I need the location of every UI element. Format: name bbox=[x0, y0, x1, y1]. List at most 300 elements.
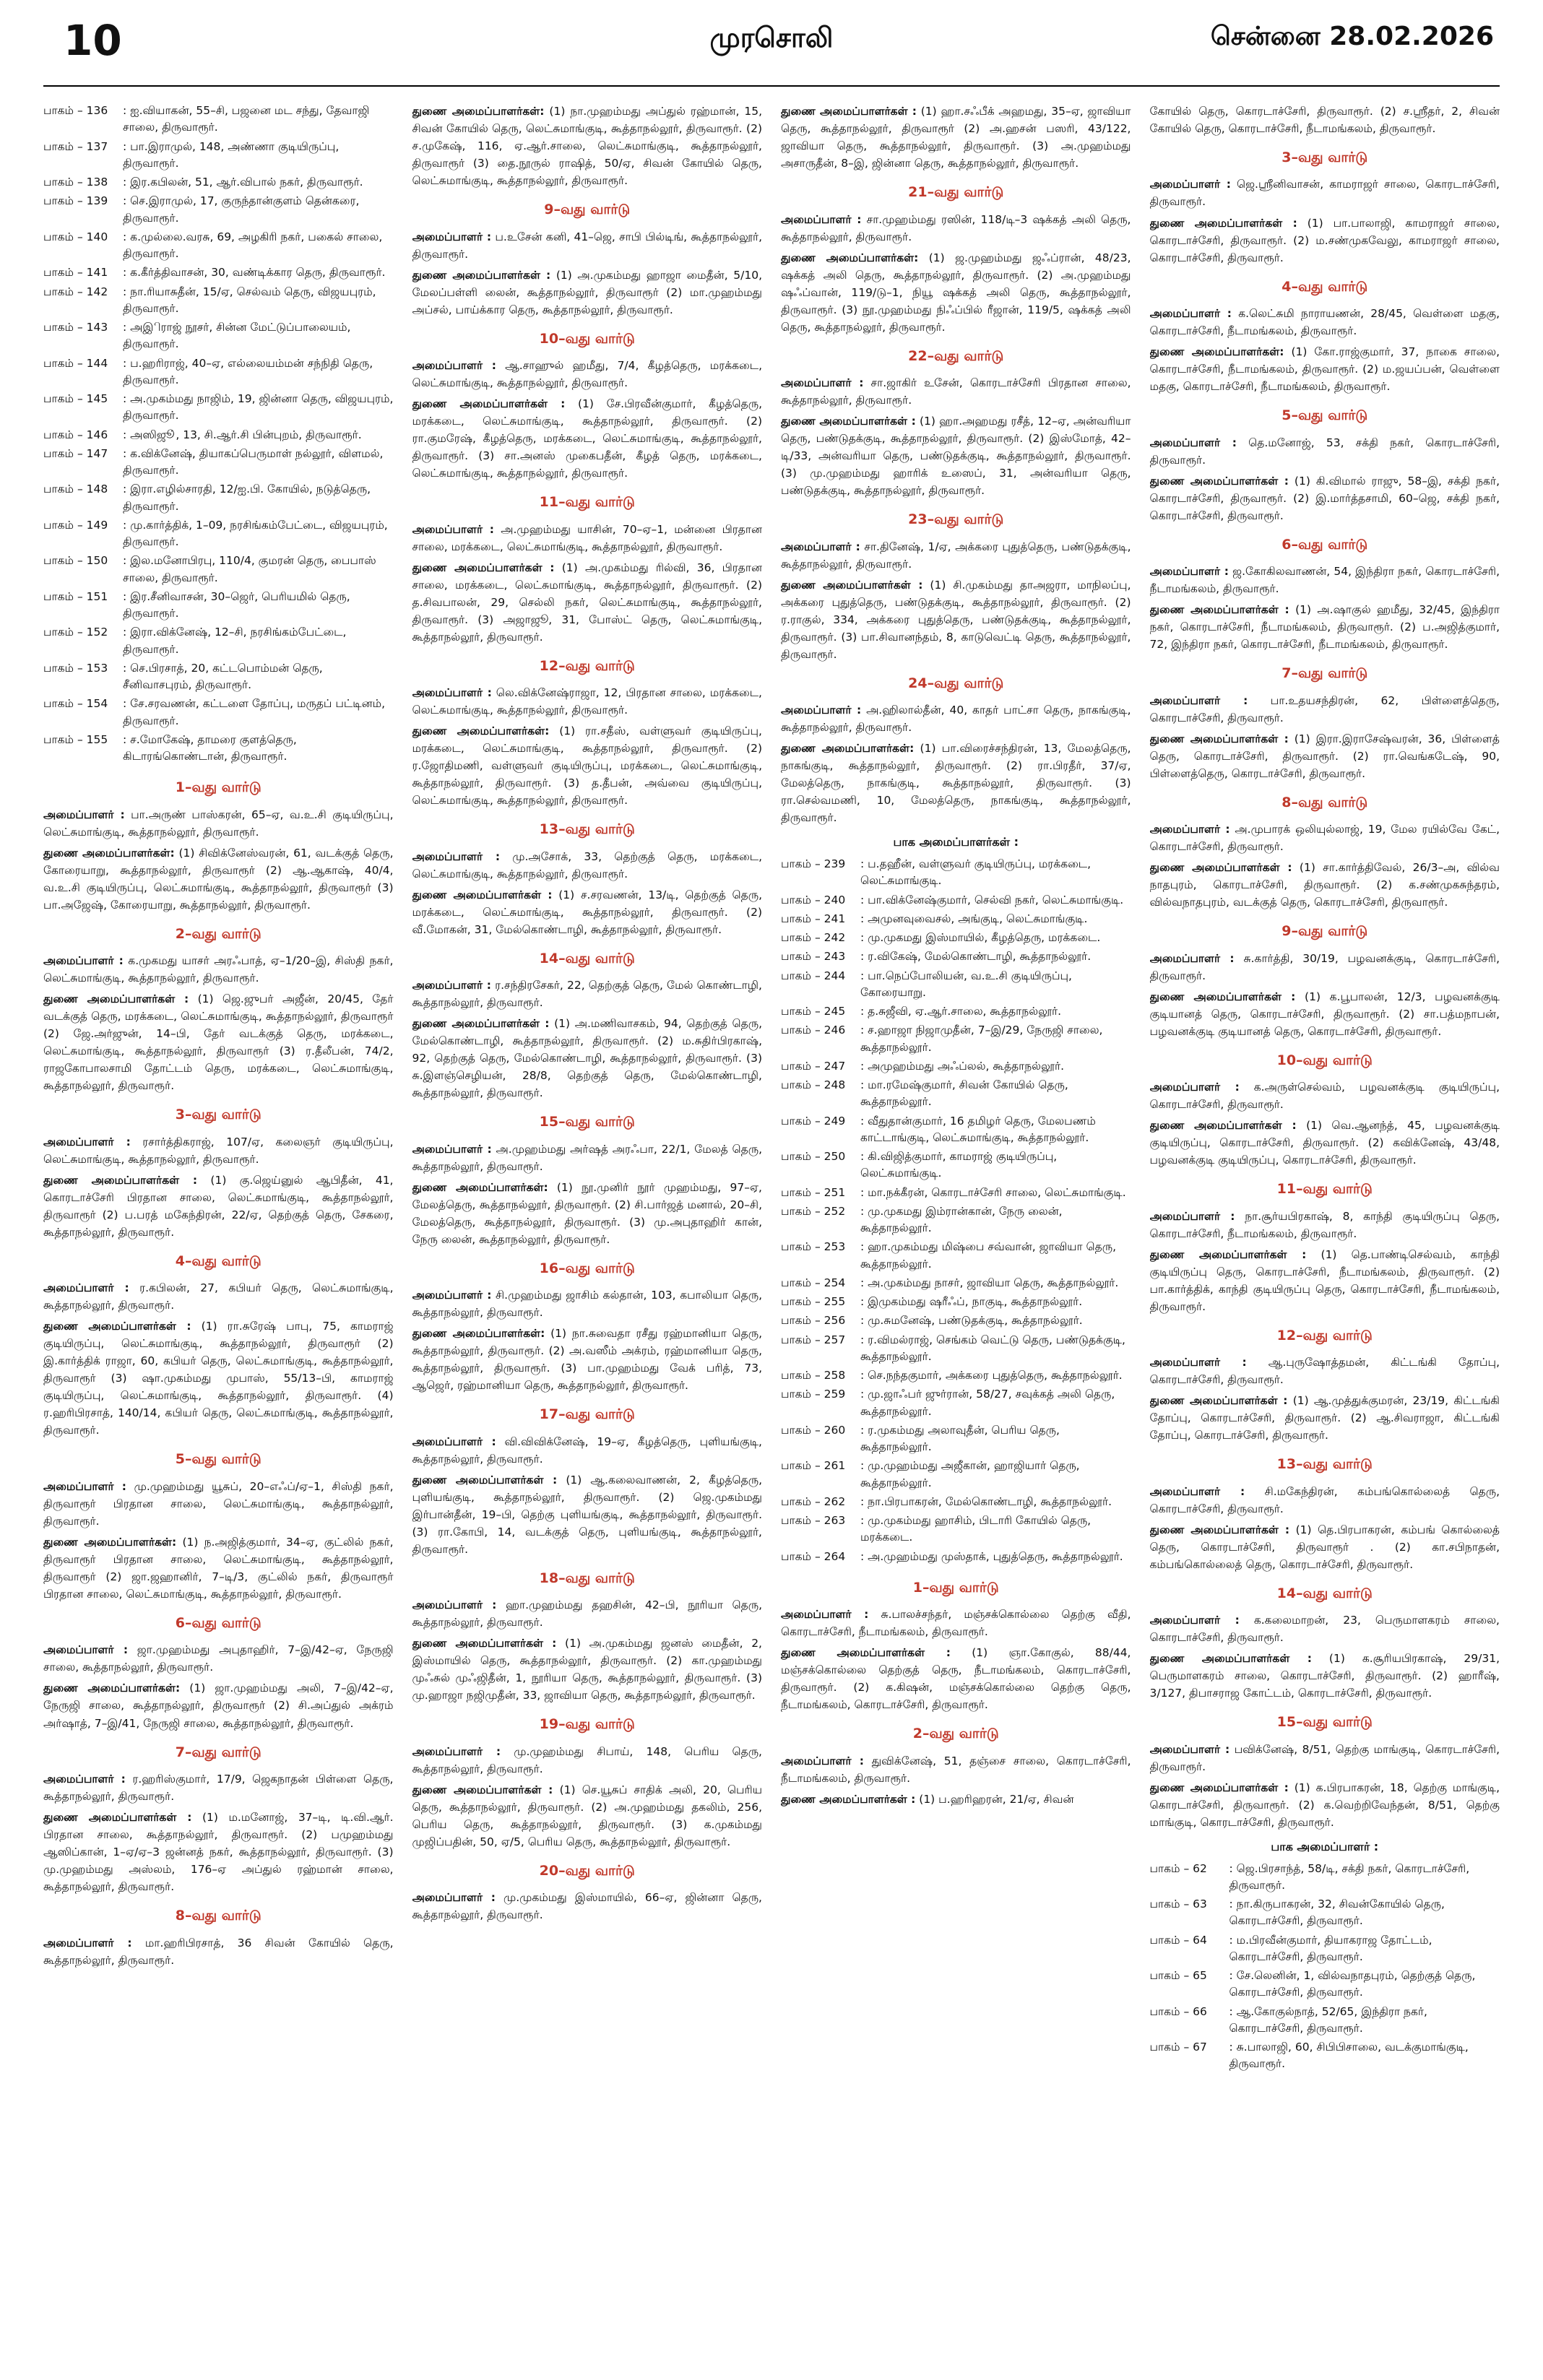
coordinator-entry bbox=[781, 701, 1131, 736]
booth-coordinator: : பா.நெப்போலியன், வ.உ.சி குடியிருப்பு, கோரையாறு. bbox=[860, 969, 1072, 999]
role-label: துணை அமைப்பாளர்கள்: bbox=[43, 846, 175, 860]
booth-row bbox=[781, 1203, 1131, 1239]
coordinator-entry bbox=[781, 211, 1131, 246]
booth-row bbox=[1150, 1861, 1500, 1897]
role-label: அமைப்பாளர் : bbox=[412, 359, 496, 373]
deputy-coordinators-entry bbox=[781, 576, 1131, 663]
role-label: அமைப்பாளர் : bbox=[1149, 1742, 1230, 1756]
booth-coordinator: : செ.பிரசாத், 20, கட்டபொம்மன் தெரு, சீனிவாசபுரம், திருவாரூர். bbox=[123, 661, 323, 691]
role-label: துணை அமைப்பாளர்கள் : bbox=[1149, 732, 1289, 745]
person-details: க.அருள்செல்வம், பழவனக்குடி குடியிருப்பு, கொரடாச்சேரி, திருவாரூர். bbox=[1149, 1081, 1500, 1112]
booth-number: பாகம் – 249 bbox=[781, 1114, 846, 1128]
booth-row bbox=[43, 355, 394, 391]
ward-heading: 12–வது வார்டு bbox=[539, 657, 635, 674]
booth-row bbox=[43, 481, 394, 517]
booth-number: பாகம் – 254 bbox=[781, 1276, 846, 1289]
booth-row bbox=[781, 1275, 1131, 1294]
booth-coordinator: : இர.சீனிவாசன், 30–ஜெர், பெரியமில் தெரு, திருவாரூர். bbox=[123, 589, 350, 620]
person-details: (1) ரா.சுரேஷ் பாபு, 75, காமராஜ் குடியிருப்பு, லெட்சுமாங்குடி, கூத்தாநல்லூர், திருவாரூர் (2) இ.கார்த்திக் ராஜா, 60, கபியர் தெரு, லெட்சுமாங்குடி, கூத்தாநல்லூர், திருவாரூர் (3) ஷா.முகம்மது முபாஸ், 55/13–பி, காமராஜ் குடியிருப்பு, லெட்சுமாங்குடி, கூத்தாநல்லூர், திருவாரூர். (4) ர.ஹரிபிரசாத், 140/14, கபியர் தெரு, லெட்சுமாங்குடி, கூத்தாநல்லூர், திருவாரூர். bbox=[43, 1320, 394, 1437]
person-details: பவிக்னேஷ், 8/51, தெற்கு மாங்குடி, கொரடாச்சேரி, திருவாரூர். bbox=[1149, 1742, 1500, 1773]
role-label: அமைப்பாளர் : bbox=[1149, 951, 1235, 965]
person-details: (1) கு.ஜெய்னுல் ஆபிதீன், 41, கொரடாச்சேரி பிரதான சாலை, லெட்சுமாங்குடி, கூத்தாநல்லூர், திருவாரூர் (2) ப.பரத் மகேந்திரன், 22/ஏ, தெற்குத் தெரு, சேகரை, கூத்தாநல்லூர், திருவாரூர். bbox=[43, 1173, 394, 1239]
booth-number: பாகம் – 250 bbox=[781, 1150, 846, 1164]
coordinator-entry bbox=[412, 977, 763, 1011]
role-label: துணை அமைப்பாளர்கள் : bbox=[412, 1017, 550, 1031]
booth-coordinator: : பா.விக்னேஷ்குமார், செல்வி நகர், லெட்சுமாங்குடி. bbox=[860, 893, 1124, 906]
person-details: மு.அசோக், 33, தெற்குத் தெரு, மரக்கடை, லெட்சுமாங்குடி, கூத்தாநல்லூர், திருவாரூர். bbox=[412, 849, 762, 880]
role-label: துணை அமைப்பாளர்கள் : bbox=[781, 105, 917, 118]
booth-number: பாகம் – 261 bbox=[781, 1459, 846, 1473]
coordinator-entry bbox=[1150, 1208, 1500, 1242]
deputy-coordinators-entry bbox=[1150, 1246, 1500, 1315]
coordinator-entry bbox=[412, 1433, 763, 1468]
booth-number: பாகம் – 241 bbox=[781, 912, 846, 925]
booth-table bbox=[781, 856, 1131, 1567]
coordinator-entry bbox=[1150, 821, 1500, 855]
role-label: அமைப்பாளர் : bbox=[412, 1598, 497, 1612]
person-details: (1) சி.முகம்மது தாஅஜரா, மாநிலப்பு, அக்கரை புதுத்தெரு, பண்டுதக்குடி, கூத்தாநல்லூர், திருவாரூர். (2) ர.ராகுல், 334, அக்கரை புதுத்தெரு, பண்டுதக்குடி, கூத்தாநல்லூர், திருவாரூர். (3) பா.சிவானந்தம், 8, காடுவெட்டி தெரு, கூத்தாநல்லூர், திருவாரூர். bbox=[781, 578, 1131, 661]
role-label: அமைப்பாளர் : bbox=[781, 376, 864, 390]
booth-coordinator: : க.கீர்த்திவாசன், 30, வண்டிக்கார தெரு, திருவாரூர். bbox=[123, 266, 386, 280]
deputy-coordinators-entry bbox=[43, 844, 394, 914]
person-details: (1) இரா.இராசேஷ்வரன், 36, பிள்ளைத் தெரு, கொரடாச்சேரி, திருவாரூர். (2) ரா.வெங்கடேஷ், 90, பிள்ளைத்தெரு, கொரடாச்சேரி, திருவாரூர். bbox=[1149, 732, 1500, 780]
role-label: துணை அமைப்பாளர்கள் : bbox=[1149, 1523, 1290, 1536]
person-details: (1) ம.மனோஜ், 37–டி, டி.வி.ஆர். பிரதான சாலை, கூத்தாநல்லூர், திருவாரூர். (2) பமுஹம்மது ஆஸிப்கான், 1–ஏ/ஏ–3 ஜன்னத் நகர், கூத்தாநல்லூர், திருவாரூர். (3) மு.முஹம்மது அஸ்லம், 176–ஏ அப்துல் ரஹ்மான் சாலை, கூத்தாநல்லூர், திருவாரூர். bbox=[43, 1810, 394, 1894]
person-details: மு.முஹம்மது சிபாய், 148, பெரிய தெரு, கூத்தாநல்லூர், திருவாரூர். bbox=[412, 1744, 762, 1775]
deputy-coordinators-entry bbox=[412, 267, 763, 319]
booth-row bbox=[43, 732, 394, 768]
ward-heading: 11–வது வார்டு bbox=[1276, 1181, 1373, 1198]
person-details: (1) ந.அஜித்குமார், 34–ஏ, குட்லில் நகர், திருவாரூர் பிரதான சாலை, லெட்சுமாங்குடி, கூத்தாநல்லூர், திருவாரூர் (2) ஜா.ஜஹானிர், 7–டி/3, குட்லில் நகர், திருவாரூர் பிரதான சாலை, லெட்சுமாங்குடி, கூத்தாநல்லூர், திருவாரூர். bbox=[43, 1535, 394, 1601]
person-details: க.முகமது யாசர் அரஃபாத், ஏ–1/20–இ, சிஸ்தி நகர், லெட்சுமாங்குடி, கூத்தாநல்லூர், திருவாரூர். bbox=[43, 954, 394, 985]
person-details: ஜ.கோகிலவாணன், 54, இந்திரா நகர், கொரடாச்சேரி, நீடாமங்கலம், திருவாரூர். bbox=[1149, 565, 1500, 596]
booth-row bbox=[43, 193, 394, 229]
booth-row bbox=[1150, 1896, 1500, 1932]
deputy-coordinators-entry bbox=[1150, 1117, 1500, 1169]
coordinator-entry bbox=[1150, 950, 1500, 985]
ward-heading: 15–வது வார்டு bbox=[1276, 1714, 1373, 1731]
booth-row bbox=[781, 1513, 1131, 1549]
role-label: அமைப்பாளர் : bbox=[781, 1754, 865, 1767]
person-details: (1) நா.சுவைதா ரசீது ரஹ்மானியா தெரு, கூத்தாநல்லூர், திருவாரூர். (2) அ.வஸீம் அக்ரம், ரஹ்மானியா தெரு, கூத்தாநல்லூர், திருவாரூர். (3) பா.முஹம்மது வேக் பரித், 73, ஆஜெர், ரஹ்மானியா தெரு, கூத்தாநல்லூர், திருவாரூர். bbox=[412, 1327, 762, 1393]
deputy-coordinators-entry bbox=[1150, 215, 1500, 267]
booth-row bbox=[43, 229, 394, 265]
ward-heading: 13–வது வார்டு bbox=[539, 821, 635, 838]
booth-coordinator: : சே.லெனின், 1, வில்வநாதபுரம், தெற்குத் தெரு, கொரடாச்சேரி, திருவாரூர். bbox=[1229, 1969, 1476, 1999]
deputy-coordinators-entry bbox=[412, 1781, 763, 1851]
booth-number: பாகம் – 64 bbox=[1149, 1933, 1207, 1947]
role-label: துணை அமைப்பாளர்கள் : bbox=[43, 1320, 191, 1333]
ward-heading: 1–வது வார்டு bbox=[912, 1579, 999, 1596]
booth-row bbox=[781, 1003, 1131, 1022]
role-label: அமைப்பாளர் : bbox=[1149, 178, 1231, 191]
person-details: (1) ச.சரவணன், 13/டி, தெற்குத் தெரு, மரக்கடை, லெட்சுமாங்குடி, கூத்தாநல்லூர், திருவாரூர். (2) வீ.மோகன், 31, மேல்கொண்டாழி, கூத்தாநல்லூர், திருவாரூர். bbox=[412, 888, 762, 936]
booth-number: பாகம் – 62 bbox=[1149, 1861, 1207, 1875]
ward-heading: 7–வது வார்டு bbox=[1281, 665, 1368, 682]
booth-number: பாகம் – 251 bbox=[781, 1185, 846, 1199]
ward-heading: 13–வது வார்டு bbox=[1276, 1456, 1373, 1473]
booth-number: பாகம் – 253 bbox=[781, 1240, 846, 1254]
booth-number: பாகம் – 258 bbox=[781, 1369, 846, 1382]
deputy-coordinators-entry bbox=[1150, 343, 1500, 395]
ward-heading: 17–வது வார்டு bbox=[539, 1406, 635, 1423]
booth-number: பாகம் – 243 bbox=[781, 950, 846, 964]
role-label: அமைப்பாளர் : bbox=[412, 1142, 492, 1156]
article-columns bbox=[43, 87, 1500, 2371]
coordinator-entry bbox=[43, 1934, 394, 1969]
booth-number: பாகம் – 144 bbox=[43, 356, 108, 370]
role-label: துணை அமைப்பாளர்கள்: bbox=[412, 1180, 548, 1194]
person-details: அ.ஹிலால்தீன், 40, காதர் பாட்சா தெரு, நாகங்குடி, கூத்தாநல்லூர், திருவாரூர். bbox=[781, 704, 1131, 735]
role-label: துணை அமைப்பாளர்கள் : bbox=[1149, 1652, 1312, 1666]
booth-number: பாகம் – 259 bbox=[781, 1388, 846, 1401]
coordinator-entry bbox=[1150, 1078, 1500, 1113]
booth-row bbox=[1150, 2004, 1500, 2040]
coordinator-entry bbox=[43, 1279, 394, 1314]
role-label: துணை அமைப்பாளர்கள் : bbox=[1149, 1780, 1289, 1794]
person-details: (1) ஹா.அஹமது ரசீத், 12–ஏ, அன்வரியா தெரு, பண்டுதக்குடி, கூத்தாநல்லூர், திருவாரூர். (2) இஸ்மோத், 42–டி/33, அன்வரியா தெரு, பண்டுதக்குடி, கூத்தாநல்லூர், திருவாரூர். (3) மு.முஹம்மது ஹாரிக் உஸைப், 31, அன்வரியா தெரு, பண்டுதக்குடி, கூத்தாநல்லூர், திருவாரூர். bbox=[781, 415, 1131, 498]
coordinator-entry bbox=[412, 848, 763, 883]
role-label: துணை அமைப்பாளர்கள்: bbox=[781, 742, 915, 756]
deputy-coordinators-entry bbox=[412, 103, 763, 189]
booth-number: பாகம் – 155 bbox=[43, 732, 108, 746]
person-details: (1) ப.ஹரிஹரன், 21/ஏ, சிவன் bbox=[915, 1792, 1074, 1806]
person-details: (1) க.பிரபாகரன், 18, தெற்கு மாங்குடி, கொரடாச்சேரி, திருவாரூர். (2) க.வெற்றிவேந்தன், 8/51, தெற்கு மாங்குடி, கொரடாச்சேரி, திருவாரூர். bbox=[1149, 1780, 1500, 1829]
role-label: துணை அமைப்பாளர்கள் : bbox=[1149, 1119, 1297, 1133]
role-label: அமைப்பாளர் : bbox=[43, 1936, 132, 1950]
ward-heading: 5–வது வார்டு bbox=[175, 1451, 262, 1468]
ward-heading: 6–வது வார்டு bbox=[175, 1615, 262, 1631]
deputy-coordinators-entry bbox=[781, 1644, 1131, 1713]
booth-number: பாகம் – 240 bbox=[781, 893, 846, 906]
role-label: அமைப்பாளர் : bbox=[781, 1608, 869, 1622]
person-details: ர.சந்திரசேகர், 22, தெற்குத் தெரு, மேல் கொண்டாழி, கூத்தாநல்லூர், திருவாரூர். bbox=[412, 979, 762, 1010]
booth-row bbox=[781, 892, 1131, 911]
booth-row bbox=[781, 1058, 1131, 1077]
booth-row bbox=[781, 1422, 1131, 1458]
booth-coordinator: : ஆ.கோகுல்நாத், 52/65, இந்திரா நகர், கொரடாச்சேரி, திருவாரூர். bbox=[1229, 2004, 1427, 2035]
person-details: ஜெ.ஸ்ரீனிவாசன், காமராஜர் சாலை, கொரடாச்சேரி, திருவாரூர். bbox=[1149, 178, 1500, 209]
ward-heading: 6–வது வார்டு bbox=[1281, 536, 1368, 553]
ward-heading: 3–வது வார்டு bbox=[1281, 150, 1368, 166]
booth-coordinator: : கி.விஜித்குமார், காமராஜ் குடியிருப்பு, லெட்சுமாங்குடி. bbox=[860, 1150, 1058, 1180]
role-label: துணை அமைப்பாளர்கள் : bbox=[412, 397, 566, 411]
role-label: துணை அமைப்பாளர்கள் : bbox=[412, 1637, 557, 1650]
ward-heading: 1–வது வார்டு bbox=[175, 779, 262, 796]
role-label: அமைப்பாளர் : bbox=[412, 686, 492, 700]
booth-coordinator: : மா.ரமேஷ்குமார், சிவன் கோயில் தெரு, கூத்தாநல்லூர். bbox=[860, 1078, 1068, 1109]
person-details: நா.சூர்யபிரகாஷ், 8, காந்தி குடியிருப்பு தெரு, கொரடாச்சேரி, நீடாமங்கலம், திருவாரூர். bbox=[1149, 1209, 1500, 1240]
booth-row bbox=[781, 1458, 1131, 1494]
booth-number: பாகம் – 264 bbox=[781, 1549, 846, 1563]
booth-number: பாகம் – 146 bbox=[43, 428, 108, 441]
deputy-coordinators-entry bbox=[1150, 1392, 1500, 1444]
booth-row bbox=[781, 911, 1131, 930]
ward-heading: 16–வது வார்டு bbox=[539, 1260, 635, 1276]
column-4 bbox=[1150, 103, 1500, 2371]
booth-coordinator: : ஜெ.பிரசாந்த், 58/டி, சக்தி நகர், கொரடாச்சேரி, திருவாரூர். bbox=[1229, 1861, 1470, 1892]
booth-coordinator: : சே.சரவணன், கட்டளை தோப்பு, மருதப் பட்டினம், திருவாரூர். bbox=[123, 697, 386, 727]
booth-number: பாகம் – 63 bbox=[1149, 1897, 1207, 1911]
role-label: அமைப்பாளர் : bbox=[1149, 693, 1248, 707]
booth-row bbox=[43, 696, 394, 732]
person-details: (1) தெ.பிரபாகரன், கம்பங் கொல்லைத் தெரு, கொரடாச்சேரி, திருவாரூர் . (2) கா.சபிநாதன், கம்பங்கொல்லைத் தெரு, கொரடாச்சேரி, திருவாரூர். bbox=[1149, 1523, 1500, 1571]
booth-row bbox=[781, 1494, 1131, 1513]
booth-number: பாகம் – 151 bbox=[43, 589, 108, 603]
role-label: அமைப்பாளர் : bbox=[1149, 1209, 1235, 1223]
deputy-coordinators-entry bbox=[781, 740, 1131, 826]
person-details: பா.அருண் பாஸ்கரன், 65–ஏ, வ.உ.சி குடியிருப்பு, லெட்சுமாங்குடி, கூத்தாநல்லூர், திருவாரூர். bbox=[43, 808, 394, 839]
booth-number: பாகம் – 245 bbox=[781, 1005, 846, 1018]
ward-heading: 21–வது வார்டு bbox=[908, 184, 1004, 201]
booth-coordinator: : மு.ஜாஃபர் ஜுர்ரான், 58/27, சவுக்கத் அலி தெரு, கூத்தாநல்லூர். bbox=[860, 1388, 1115, 1418]
booth-number: பாகம் – 67 bbox=[1149, 2041, 1207, 2054]
person-details: (1) ஹா.சஃபீக் அஹமது, 35–ஏ, ஜாவியா தெரு, கூத்தாநல்லூர், திருவாரூர் (2) அ.ஹசன் பஸரி, 43/122, ஜாவியா தெரு, கூத்தாநல்லூர், திருவாரூர். (3) அ.முஹம்மது அசாருதீன், 8–இ, ஜின்னா தெரு, கூத்தாநல்லூர், திருவாரூர். bbox=[781, 105, 1131, 170]
booth-row bbox=[43, 660, 394, 696]
booth-coordinator: : ர.விகேஷ், மேல்கொண்டாழி, கூத்தாநல்லூர். bbox=[860, 950, 1092, 964]
deputy-coordinators-entry bbox=[412, 1179, 763, 1248]
role-label: அமைப்பாளர் : bbox=[781, 704, 862, 717]
role-label: துணை அமைப்பாளர்கள் : bbox=[781, 578, 923, 592]
person-details: அ.முஹம்மது யாசின், 70–ஏ–1, மன்னை பிரதான சாலை, மரக்கடை, லெட்சுமாங்குடி, கூத்தாநல்லூர், திருவாரூர். bbox=[412, 522, 762, 553]
booth-row bbox=[43, 103, 394, 139]
person-details: (1) ஞா.கோகுல், 88/44, மஞ்சக்கொல்லை தெற்குத் தெரு, நீடாமங்கலம், கொரடாச்சேரி, திருவாரூர். (2) க.கிஷன், மஞ்சக்கொல்லை தெற்கு தெரு, நீடாமங்கலம், கொரடாச்சேரி, திருவாரூர். bbox=[781, 1646, 1131, 1712]
deputy-coordinators-entry bbox=[1150, 730, 1500, 782]
booth-coordinator: : சு.பாலாஜி, 60, சிபிபிசாலை, வடக்குமாங்குடி, திருவாரூர். bbox=[1229, 2041, 1469, 2071]
booth-number: பாகம் – 239 bbox=[781, 857, 846, 871]
page-number: 10 bbox=[64, 16, 122, 65]
booth-table bbox=[43, 103, 394, 767]
person-details: ப.உசேன் கனி, 41–ஜெ, சாபி பில்டிங், கூத்தாநல்லூர், திருவாரூர். bbox=[412, 230, 762, 261]
coordinator-entry bbox=[43, 1478, 394, 1530]
booth-row bbox=[781, 1113, 1131, 1149]
booth-coordinator: : நா.கிருபாகரன், 32, சிவன்கோயில் தெரு, கொரடாச்சேரி, திருவாரூர். bbox=[1229, 1897, 1445, 1928]
booth-row bbox=[781, 856, 1131, 892]
coordinator-entry bbox=[1150, 1741, 1500, 1775]
role-label: அமைப்பாளர் : bbox=[43, 1479, 126, 1493]
booth-number: பாகம் – 246 bbox=[781, 1024, 846, 1037]
deputy-coordinators-entry bbox=[781, 103, 1131, 172]
booth-number: பாகம் – 66 bbox=[1149, 2004, 1207, 2018]
role-label: அமைப்பாளர் : bbox=[43, 1135, 131, 1148]
booth-number: பாகம் – 260 bbox=[781, 1423, 846, 1437]
role-label: அமைப்பாளர் : bbox=[1149, 306, 1232, 320]
person-details: மு.முஹம்மது யூசுப், 20–எஃப்/ஏ–1, சிஸ்தி நகர், திருவாரூர் பிரதான சாலை, லெட்சுமாங்குடி, கூத்தாநல்லூர், திருவாரூர். bbox=[43, 1479, 394, 1528]
coordinator-entry bbox=[1150, 305, 1500, 339]
coordinator-entry bbox=[412, 1596, 763, 1631]
booth-row bbox=[43, 427, 394, 446]
coordinator-entry bbox=[1150, 1611, 1500, 1646]
role-label: அமைப்பாளர் : bbox=[1149, 1484, 1245, 1498]
role-label: அமைப்பாளர் : bbox=[1149, 823, 1230, 836]
role-label: துணை அமைப்பாளர்கள் : bbox=[1149, 1247, 1307, 1261]
role-label: துணை அமைப்பாளர்கள் : bbox=[412, 268, 551, 282]
coordinator-entry bbox=[1150, 563, 1500, 597]
booth-coordinator: : மு.முஹம்மது அஜீகான், ஹாஜியார் தெரு, கூத்தாநல்லூர். bbox=[860, 1459, 1080, 1489]
booth-section-title: பாக அமைப்பாளர்கள் : bbox=[893, 835, 1019, 849]
person-details: (1) சா.கார்த்திவேல், 26/3–அ, வில்வ நாதபுரம், கொரடாச்சேரி, திருவாரூர். (2) க.சண்முகசுந்தரம், வில்வநாதபுரம், வடக்குத் தெரு, கொரடாச்சேரி, திருவாரூர். bbox=[1149, 861, 1500, 909]
role-label: துணை அமைப்பாளர்கள்: bbox=[781, 251, 919, 264]
booth-row bbox=[781, 1148, 1131, 1185]
ward-heading: 12–வது வார்டு bbox=[1276, 1327, 1373, 1343]
booth-row bbox=[781, 1239, 1131, 1275]
deputy-coordinators-entry bbox=[412, 395, 763, 482]
column-3 bbox=[781, 103, 1131, 2371]
coordinator-entry bbox=[1150, 434, 1500, 469]
booth-number: பாகம் – 248 bbox=[781, 1078, 846, 1092]
booth-coordinator: : ஹா.முகம்மது மிஷ்பை சவ்வான், ஜாவியா தெரு, கூத்தாநல்லூர். bbox=[860, 1240, 1117, 1271]
deputy-coordinators-entry bbox=[781, 412, 1131, 499]
ward-heading: 18–வது வார்டு bbox=[539, 1570, 635, 1586]
booth-coordinator: : மு.முகமது இஸ்மாயில், கீழத்தெரு, மரக்கடை. bbox=[860, 931, 1101, 945]
booth-coordinator: : ச.ஹாஜா நிஜாமுதீன், 7–இ/29, நேருஜி சாலை, கூத்தாநல்லூர். bbox=[860, 1024, 1103, 1054]
booth-section-title: பாக அமைப்பாளர் : bbox=[1271, 1839, 1379, 1853]
booth-row bbox=[43, 517, 394, 553]
person-details: க.கலைமாறன், 23, பெருமாளகரம் சாலை, கொரடாச்சேரி, திருவாரூர். bbox=[1149, 1614, 1500, 1645]
person-details: ஹா.முஹம்மது தஹசின், 42–பி, நூரியா தெரு, கூத்தாநல்லூர், திருவாரூர். bbox=[412, 1598, 762, 1630]
booth-row bbox=[43, 553, 394, 589]
booth-coordinator: : ச.மோகேஷ், தாமரை குளத்தெரு, கிடாரங்கொண்டான், திருவாரூர். bbox=[123, 732, 297, 763]
person-details: சா.முஹம்மது ரஸின், 118/டி–3 ஷக்கத் அலி தெரு, கூத்தாநல்லூர், திருவாரூர். bbox=[781, 212, 1131, 243]
booth-number: பாகம் – 153 bbox=[43, 661, 108, 675]
person-details: (1) நா.முஹம்மது அப்துல் ரஹ்மான், 15, சிவன் கோயில் தெரு, லெட்சுமாங்குடி, கூத்தாநல்லூர், திருவாரூர். (2) ச.முகேஷ், 116, ஏ.ஆர்.சாலை, லெட்சுமாங்குடி, கூத்தாநல்லூர், திருவாரூர் (3) தை.நூருல் ராஷித், 50/ஏ, சிவன் கோயில் தெரு, லெட்சுமாங்குடி, கூத்தாநல்லூர், திருவாரூர். bbox=[412, 105, 762, 188]
deputy-coordinators-entry bbox=[43, 1809, 394, 1895]
person-details: வி.விவிக்னேஷ், 19–ஏ, கீழத்தெரு, புளியங்குடி, கூத்தாநல்லூர், திருவாரூர். bbox=[412, 1435, 762, 1466]
ward-heading: 7–வது வார்டு bbox=[175, 1744, 262, 1760]
person-details: (1) அ.முகம்மது ஜனஸ் மைதீன், 2, இஸ்மாயில் தெரு, கூத்தாநல்லூர், திருவாரூர். (2) கா.முஹம்மது முஃசுல் முஃஜிதீன், 1, நூரியா தெரு, கூத்தாநல்லூர், திருவாரூர். (3) மு.ஹாஜா நஜிமுதீன், 33, ஜாவியா தெரு, கூத்தாநல்லூர், திருவாரூர். bbox=[412, 1637, 762, 1702]
booth-row bbox=[43, 264, 394, 283]
booth-coordinator: : இல.மனோபிரபு, 110/4, குமரன் தெரு, பைபாஸ் சாலை, திருவாரூர். bbox=[123, 554, 376, 584]
booth-coordinator: : அ.முகம்மது நாசர், ஜாவியா தெரு, கூத்தாநல்லூர். bbox=[860, 1276, 1119, 1289]
ward-heading: 2–வது வார்டு bbox=[912, 1726, 999, 1742]
ward-heading: 15–வது வார்டு bbox=[539, 1114, 635, 1130]
booth-number: பாகம் – 262 bbox=[781, 1494, 846, 1508]
booth-coordinator: : அஇிராஜ் நூசர், சின்ன மேட்டுப்பாலையம், திருவாரூர். bbox=[123, 321, 351, 351]
booth-row bbox=[781, 1549, 1131, 1567]
ward-heading: 2–வது வார்டு bbox=[175, 925, 262, 942]
person-details: தெ.மனோஜ், 53, சக்தி நகர், கொரடாச்சேரி, திருவாரூர். bbox=[1149, 436, 1500, 467]
person-details: சு.பாலச்சந்தர், மஞ்சக்கொல்லை தெற்கு வீதி, கொரடாச்சேரி, நீடாமங்கலம், திருவாரூர். bbox=[781, 1608, 1131, 1639]
booth-row bbox=[781, 948, 1131, 967]
deputy-coordinators-entry bbox=[43, 1533, 394, 1603]
masthead bbox=[43, 0, 1500, 87]
person-details: சா.ஜாகிர் உசேன், கொரடாச்சேரி பிரதான சாலை, கூத்தாநல்லூர், திருவாரூர். bbox=[781, 376, 1131, 407]
booth-row bbox=[43, 139, 394, 175]
role-label: துணை அமைப்பாளர்கள்: bbox=[412, 1327, 545, 1341]
booth-coordinator: : அஸிஜூ், 13, சி.ஆர்.சி பின்புறம், திருவாரூர். bbox=[123, 428, 362, 441]
role-label: அமைப்பாளர் : bbox=[1149, 436, 1237, 449]
role-label: துணை அமைப்பாளர்கள் : bbox=[781, 415, 916, 428]
booth-coordinator: : அ.முகம்மது நாஜிம், 19, ஜின்னா தெரு, விஜயபுரம், திருவாரூர். bbox=[123, 392, 394, 423]
booth-row bbox=[781, 1386, 1131, 1422]
booth-number: பாகம் – 247 bbox=[781, 1059, 846, 1073]
person-details: (1) ஆ.முத்துக்குமரன், 23/19, கிட்டங்கி தோப்பு, கொரடாச்சேரி, திருவாரூர். (2) ஆ.சிவராஜா, கிட்டங்கி தோப்பு, கொரடாச்சேரி, திருவாரூர். bbox=[1149, 1394, 1500, 1442]
booth-coordinator: : இரா.எழில்சாரதி, 12/ஐ.பி. கோயில், நடுத்தெரு, திருவாரூர். bbox=[123, 483, 371, 513]
person-details: (1) சே.பிரவீன்குமார், கீழத்தெரு, மரக்கடை, லெட்சுமாங்குடி, கூத்தாநல்லூர், திருவாரூர். (2) ரா.குமரேஷ், கீழத்தெரு, மரக்கடை, லெட்சுமாங்குடி, கூத்தாநல்லூர், திருவாரூர். (3) சா.அனஸ் முகைபதீன், கீழத் தெரு, மரக்கடை, லெட்சுமாங்குடி, கூத்தாநல்லூர், திருவாரூர். bbox=[412, 397, 762, 480]
role-label: துணை அமைப்பாளர்கள் : bbox=[43, 1173, 198, 1187]
booth-coordinator: : ம.பிரவீன்குமார், தியாகராஜ தோட்டம், கொரடாச்சேரி, திருவாரூர். bbox=[1229, 1933, 1432, 1963]
coordinator-entry bbox=[412, 357, 763, 391]
booth-row bbox=[1150, 1968, 1500, 2004]
booth-number: பாகம் – 242 bbox=[781, 931, 846, 945]
booth-number: பாகம் – 149 bbox=[43, 518, 108, 532]
coordinator-entry bbox=[43, 1133, 394, 1168]
person-details: (1) நூ.முனிர் நூர் முஹம்மது, 97–ஏ, மேலத்தெரு, கூத்தாநல்லூர், திருவாரூர். (2) சி.பார்ஜத் மனால், 20–சி, மேலத்தெரு, கூத்தாநல்லூர், திருவாரூர். (3) மு.அபுதாஹிர் கான், நேரு லைன், கூத்தாநல்லூர், திருவாரூர். bbox=[412, 1180, 762, 1246]
role-label: துணை அமைப்பாளர்கள் : bbox=[1149, 990, 1296, 1003]
role-label: அமைப்பாளர் : bbox=[43, 954, 124, 968]
person-details: சி.மகேந்திரன், கம்பங்கொல்லைத் தெரு, கொரடாச்சேரி, திருவாரூர். bbox=[1149, 1484, 1500, 1515]
coordinator-entry bbox=[1150, 1483, 1500, 1518]
booth-row bbox=[1150, 2039, 1500, 2075]
column-1 bbox=[43, 103, 394, 2371]
ward-heading: 8–வது வார்டு bbox=[1281, 794, 1368, 810]
person-details: (1) அ.மணிவாசகம், 94, தெற்குத் தெரு, மேல்கொண்டாழி, கூத்தாநல்லூர், திருவாரூர். (2) ம.சுதிர்பிரகாஷ், 92, தெற்குத் தெரு, மேல்கொண்டாழி, கூத்தாநல்லூர், திருவாரூர். (3) சு.இளஞ்செழியன், 28/8, தெற்குத் தெரு, மேல்கொண்டாழி, கூத்தாநல்லூர், திருவாரூர். bbox=[412, 1017, 762, 1100]
booth-coordinator: : ர.முகம்மது அலாவுதீன், பெரிய தெரு, கூத்தாநல்லூர். bbox=[860, 1423, 1060, 1454]
coordinator-entry bbox=[781, 374, 1131, 409]
booth-coordinator: : மு.முகமது இம்ரான்கான், நேரு லைன், கூத்தாநல்லூர். bbox=[860, 1204, 1063, 1235]
deputy-coordinators-entry bbox=[43, 1172, 394, 1241]
role-label: அமைப்பாளர் : bbox=[43, 1772, 126, 1786]
ward-heading: 5–வது வார்டு bbox=[1281, 407, 1368, 424]
person-details: ஜா.முஹம்மது அபுதாஹிர், 7–இ/42–ஏ, நேருஜி சாலை, கூத்தாநல்லூர், திருவாரூர். bbox=[43, 1643, 394, 1674]
booth-coordinator: : செ.நந்தகுமார், அக்கரை புதுத்தெரு, கூத்தாநல்லூர். bbox=[860, 1369, 1123, 1382]
role-label: துணை அமைப்பாளர்கள் : bbox=[412, 888, 553, 901]
deputy-coordinators-entry bbox=[1150, 601, 1500, 653]
booth-coordinator: : த.சுஜீவி, ஏ.ஆர்.சாலை, கூத்தாநல்லூர். bbox=[860, 1005, 1062, 1018]
booth-coordinator: : இர.கபிலன், 51, ஆர்.விபால் நகர், திருவாரூர். bbox=[123, 176, 363, 189]
person-details: க.லெட்சுமி நாராயணன், 28/45, வெள்ளை மதகு, கொரடாச்சேரி, நீடாமங்கலம், திருவாரூர். bbox=[1149, 306, 1500, 337]
coordinator-entry bbox=[1150, 692, 1500, 727]
person-details: ஆ.சாஹுல் ஹமீது, 7/4, கீழத்தெரு, மரக்கடை, லெட்சுமாங்குடி, கூத்தாநல்லூர், திருவாரூர். bbox=[412, 359, 762, 390]
booth-row bbox=[781, 1367, 1131, 1386]
deputy-coordinators-entry bbox=[781, 249, 1131, 336]
deputy-coordinators-entry bbox=[412, 886, 763, 938]
person-details: (1) ஆ.கலைவாணன், 2, கீழத்தெரு, புளியங்குடி, கூத்தாநல்லூர், திருவாரூர். (2) ஜெ.முகம்மது இர்பான்தீன், 19–பி, தெற்கு புளியங்குடி, கூத்தாநல்லூர், திருவாரூர். (3) ரா.கோபி, 14, வடக்குத் தெரு, புளியங்குடி, கூத்தாநல்லூர், திருவாரூர். bbox=[412, 1473, 762, 1556]
booth-row bbox=[1150, 1932, 1500, 1968]
ward-heading: 24–வது வார்டு bbox=[908, 675, 1004, 691]
booth-coordinator: : மு.முகம்மது ஹாசிம், பிடாரி கோயில் தெரு, மரக்கடை. bbox=[860, 1514, 1092, 1544]
role-label: துணை அமைப்பாளர்கள்: bbox=[412, 105, 545, 118]
person-details: சா.தினேஷ், 1/ஏ, அக்கரை புதுத்தெரு, பண்டுதக்குடி, கூத்தாநல்லூர், திருவாரூர். bbox=[781, 540, 1131, 571]
booth-row bbox=[781, 1185, 1131, 1203]
booth-row bbox=[781, 930, 1131, 948]
role-label: துணை அமைப்பாளர்கள் : bbox=[1149, 474, 1289, 488]
ward-heading: 22–வது வார்டு bbox=[908, 347, 1004, 364]
booth-coordinator: : வீதுதான்குமார், 16 தமிழர் தெரு, மேலபணம் காட்டாங்குடி, லெட்சுமாங்குடி, கூத்தாநல்லூர். bbox=[860, 1114, 1096, 1144]
coordinator-entry bbox=[412, 684, 763, 719]
booth-row bbox=[43, 446, 394, 482]
role-label: அமைப்பாளர் : bbox=[412, 849, 501, 863]
booth-number: பாகம் – 263 bbox=[781, 1514, 846, 1528]
booth-row bbox=[43, 624, 394, 660]
ward-heading: 10–வது வார்டு bbox=[539, 330, 635, 347]
person-details: (1) செ.யூசுப் சாதிக் அலி, 20, பெரிய தெரு, கூத்தாநல்லூர், திருவாரூர். (2) அ.முஹம்மது தகலிம், 256, பெரிய தெரு, கூத்தாநல்லூர், திருவாரூர். (3) க.முகம்மது முஜிப்பதின், 50, ஏ/5, பெரிய தெரு, கூத்தாநல்லூர், திருவாரூர். bbox=[412, 1783, 762, 1848]
person-details: (1) பா.பாலாஜி, காமராஜர் சாலை, கொரடாச்சேரி, திருவாரூர். (2) ம.சண்முகவேலு, காமராஜர் சாலை, கொரடாச்சேரி, திருவாரூர். bbox=[1149, 216, 1500, 264]
role-label: அமைப்பாளர் : bbox=[412, 1289, 492, 1302]
ward-heading: 8–வது வார்டு bbox=[175, 1908, 262, 1924]
booth-coordinator: : க.விக்னேஷ், தியாகப்பெருமாள் நல்லூர், விளமல், திருவாரூர். bbox=[123, 446, 384, 477]
deputy-coordinators-entry bbox=[1150, 1650, 1500, 1702]
role-label: அமைப்பாளர் : bbox=[1149, 565, 1229, 579]
person-details: பா.உதயசந்திரன், 62, பிள்ளைத்தெரு, கொரடாச்சேரி, திருவாரூர். bbox=[1149, 693, 1500, 724]
role-label: துணை அமைப்பாளர்கள் : bbox=[1149, 861, 1292, 875]
booth-number: பாகம் – 147 bbox=[43, 446, 108, 460]
ward-heading: 4–வது வார்டு bbox=[175, 1252, 262, 1269]
ward-heading: 4–வது வார்டு bbox=[1281, 278, 1368, 295]
booth-coordinator: : செ.இராமுல், 17, குருந்தான்குளம் தென்கரை, திருவாரூர். bbox=[123, 194, 360, 225]
booth-number: பாகம் – 252 bbox=[781, 1204, 846, 1218]
role-label: துணை அமைப்பாளர்கள்: bbox=[43, 1682, 181, 1695]
